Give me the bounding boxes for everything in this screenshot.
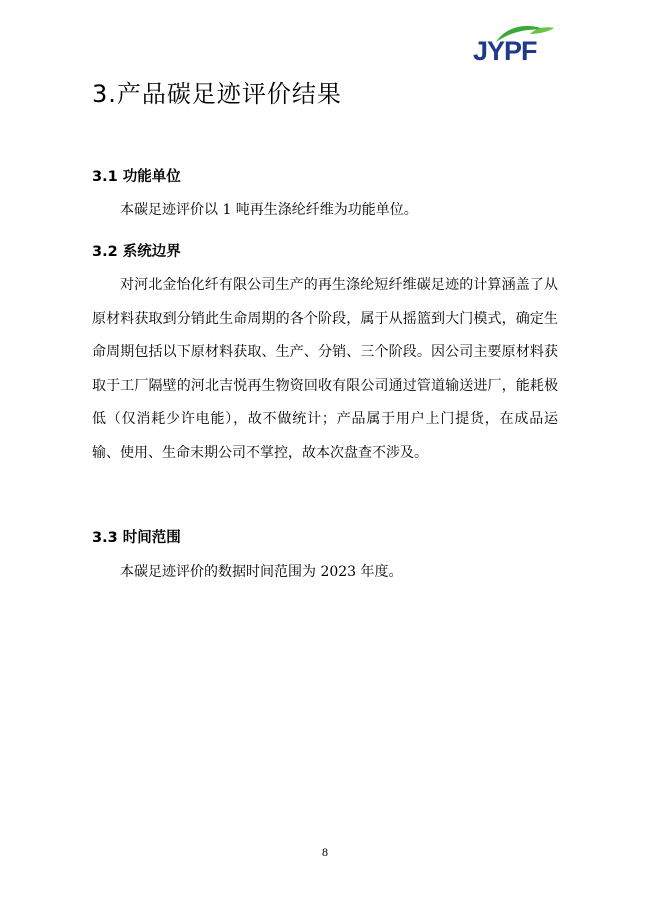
section-heading-function-unit: 3.1 功能单位 bbox=[92, 169, 181, 185]
section-body-time-scope: 本碳足迹评价的数据时间范围为 2023 年度。 bbox=[120, 564, 403, 580]
company-logo bbox=[472, 22, 570, 70]
page-title: 3.产品碳足迹评价结果 bbox=[92, 80, 342, 108]
section-heading-system-boundary: 3.2 系统边界 bbox=[92, 244, 181, 260]
section-body-function-unit: 本碳足迹评价以 1 吨再生涤纶纤维为功能单位。 bbox=[120, 202, 418, 218]
page-number: 8 bbox=[322, 845, 328, 859]
section-heading-time-scope: 3.3 时间范围 bbox=[92, 530, 181, 546]
section-body-system-boundary: 对河北金怡化纤有限公司生产的再生涤纶短纤维碳足迹的计算涵盖了从原材料获取到分销此生命周期的各个阶段，属于从摇篮到大门模式，确定生命周期包括以下原材料获取、生产、分销、三个阶段。因公司主要原材料获取于工厂隔壁的河北吉悦再生物资回收有限公司通过管道输送进厂，能耗极低（仅消耗少许电能），故不做统计；产品属于用户上门提货，在成品运输、使用、生命末期公司不掌控，故本次盘查不涉及。 bbox=[92, 277, 558, 461]
logo-text: JYPF bbox=[473, 36, 537, 66]
